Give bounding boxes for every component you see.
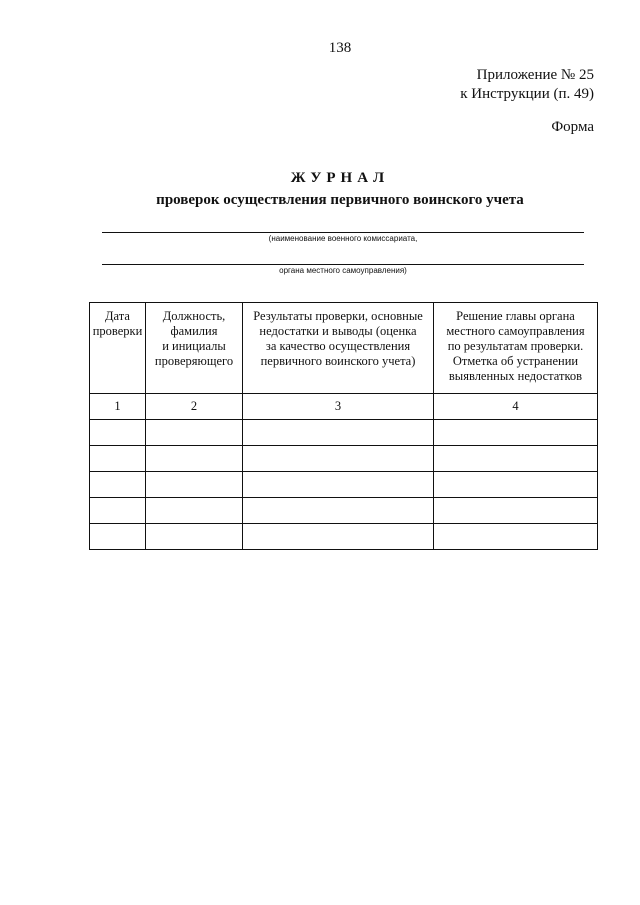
table-cell	[243, 420, 434, 446]
header-results: Результаты проверки, основные недостатки и выводы (оценка за качество осуществления первичного воинского учета)	[243, 303, 434, 394]
table-cell	[243, 498, 434, 524]
table-cell	[243, 472, 434, 498]
journal-table	[89, 302, 598, 550]
document-title	[60, 168, 620, 210]
table-row	[90, 498, 598, 524]
table-cell	[243, 446, 434, 472]
table-cell	[90, 420, 146, 446]
table-cell	[146, 498, 243, 524]
header-decision: Решение главы органа местного самоуправления по результатам проверки. Отметка об устранении выявленных недостатков	[434, 303, 598, 394]
column-number: 3	[243, 394, 434, 420]
table-row	[90, 472, 598, 498]
title-main: ЖУРНАЛ	[290, 170, 390, 186]
appendix-line-1: Приложение № 25	[476, 67, 594, 83]
table-header-row	[90, 303, 598, 394]
commissariat-name-line	[102, 232, 584, 233]
table-cell	[434, 446, 598, 472]
column-number: 1	[90, 394, 146, 420]
table-cell	[434, 420, 598, 446]
table-cell	[146, 524, 243, 550]
form-label: Форма	[551, 119, 594, 135]
table-cell	[146, 446, 243, 472]
self-government-name-line	[102, 264, 584, 265]
header-date: Дата проверки	[90, 303, 146, 394]
page-number: 138	[328, 40, 352, 56]
self-government-caption: органа местного самоуправления)	[279, 266, 407, 275]
table-cell	[146, 472, 243, 498]
table-cell	[90, 498, 146, 524]
table-cell	[434, 524, 598, 550]
table-cell	[434, 472, 598, 498]
header-inspector: Должность, фамилия и инициалы проверяющего	[146, 303, 243, 394]
table-cell	[90, 524, 146, 550]
column-number-row	[90, 394, 598, 420]
appendix-reference	[460, 66, 594, 104]
table-cell	[90, 472, 146, 498]
appendix-line-2: к Инструкции (п. 49)	[460, 86, 594, 102]
table-row	[90, 420, 598, 446]
table-cell	[146, 420, 243, 446]
table-row	[90, 524, 598, 550]
commissariat-caption: (наименование военного комиссариата,	[268, 234, 418, 243]
table-cell	[90, 446, 146, 472]
table-row	[90, 446, 598, 472]
column-number: 4	[434, 394, 598, 420]
title-subtitle: проверок осуществления первичного воинского учета	[156, 192, 524, 208]
table-cell	[434, 498, 598, 524]
table-cell	[243, 524, 434, 550]
column-number: 2	[146, 394, 243, 420]
